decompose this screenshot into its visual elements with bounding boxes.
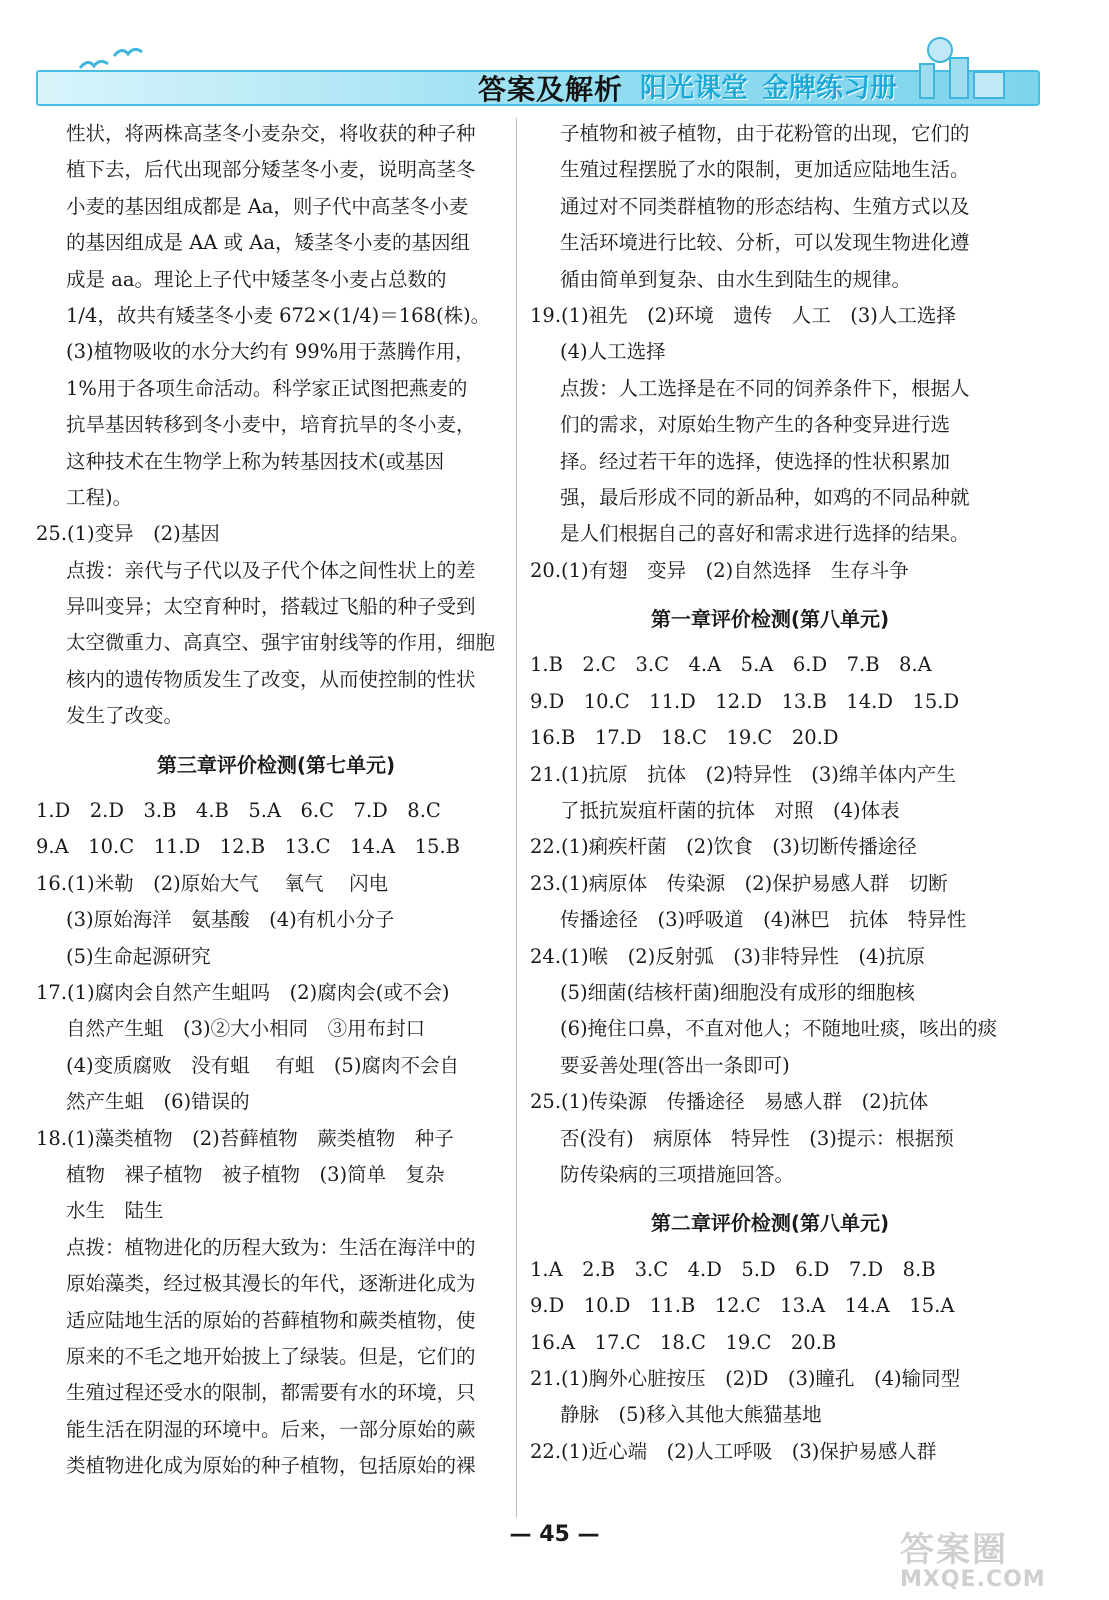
text-line: 20.(1)有翅 变异 (2)自然选择 生存斗争 (530, 558, 909, 582)
text-line: 成是 aa。理论上子代中矮茎冬小麦占总数的 (66, 267, 447, 291)
text-line: 异叫变异；太空育种时，搭载过飞船的种子受到 (66, 595, 476, 619)
text-line: 18.(1)藻类植物 (2)苔藓植物 蕨类植物 种子 (36, 1126, 454, 1150)
header-title: 答案及解析 (478, 73, 624, 106)
text-line: 点拨：植物进化的历程大致为：生活在海洋中的 (66, 1235, 476, 1259)
text-line: 能生活在阴湿的环境中。后来，一部分原始的蕨 (66, 1417, 476, 1441)
text-line: 发生了改变。 (66, 704, 184, 728)
header-brand-sub: 金牌练习册 (762, 73, 897, 104)
text-line: 22.(1)近心端 (2)人工呼吸 (3)保护易感人群 (530, 1439, 937, 1463)
text-line: 生殖过程还受水的限制，都需要有水的环境，只 (66, 1381, 476, 1405)
watermark-logo: 答案圈 (900, 1530, 1008, 1570)
text-line: 水生 陆生 (66, 1199, 164, 1223)
text-line: 择。经过若干年的选择，使选择的性状积累加 (560, 449, 951, 473)
text-line: 17.(1)腐肉会自然产生蛆吗 (2)腐肉会(或不会) (36, 981, 450, 1004)
text-line: 16.A 17.C 18.C 19.C 20.B (530, 1330, 837, 1354)
section-heading: 第二章评价检测(第八单元) (650, 1211, 890, 1236)
text-line: 植物 裸子植物 被子植物 (3)简单 复杂 (66, 1162, 445, 1186)
text-line: 子植物和被子植物，由于花粉管的出现，它们的 (560, 122, 970, 145)
text-line: 们的需求，对原始生物产生的各种变异进行选 (560, 413, 951, 437)
watermark (900, 1522, 1080, 1592)
page-number: — 45 — (509, 1522, 600, 1547)
text-line: 点拨：亲代与子代以及子代个体之间性状上的差 (66, 558, 476, 582)
text-line: 适应陆地生活的原始的苔藓植物和蕨类植物，使 (66, 1308, 476, 1332)
text-line: 核内的遗传物质发生了改变，从而使控制的性状 (66, 667, 476, 691)
text-line: 23.(1)病原体 传染源 (2)保护易感人群 切断 (530, 871, 948, 895)
text-line: 9.D 10.D 11.B 12.C 13.A 14.A 15.A (530, 1294, 955, 1318)
text-line: (5)生命起源研究 (66, 944, 211, 968)
text-line: 否(没有) 病原体 特异性 (3)提示：根据预 (560, 1126, 954, 1150)
text-line: 1.B 2.C 3.C 4.A 5.A 6.D 7.B 8.A (530, 653, 932, 677)
text-line: (4)变质腐败 没有蛆 有蛆 (5)腐肉不会自 (66, 1053, 459, 1077)
text-line: 循由简单到复杂、由水生到陆生的规律。 (560, 267, 912, 291)
text-line: 是人们根据自己的喜好和需求进行选择的结果。 (560, 522, 970, 546)
text-line: 21.(1)抗原 抗体 (2)特异性 (3)绵羊体内产生 (530, 762, 956, 786)
text-line: 然产生蛆 (6)错误的 (66, 1090, 250, 1114)
text-line: 抗旱基因转移到冬小麦中，培育抗旱的冬小麦， (66, 413, 476, 437)
watermark-url: MXQE.COM (900, 1567, 1046, 1592)
text-line: 静脉 (5)移入其他大熊猫基地 (560, 1403, 822, 1427)
text-line: 21.(1)胸外心脏按压 (2)D (3)瞳孔 (4)输同型 (530, 1366, 961, 1390)
text-line: (3)原始海洋 氨基酸 (4)有机小分子 (66, 908, 395, 932)
page-header (0, 0, 1109, 112)
section-heading: 第三章评价检测(第七单元) (156, 752, 396, 777)
text-line: 点拨：人工选择是在不同的饲养条件下，根据人 (560, 376, 970, 400)
text-line: 1/4，故共有矮茎冬小麦 672×(1/4)＝168(株)。 (66, 303, 491, 327)
text-line: 9.A 10.C 11.D 12.B 13.C 14.A 15.B (36, 835, 460, 859)
text-line: 25.(1)传染源 传播途径 易感人群 (2)抗体 (530, 1090, 929, 1114)
text-line: 防传染病的三项措施回答。 (560, 1162, 795, 1186)
text-line: 了抵抗炭疽杆菌的抗体 对照 (4)体表 (560, 799, 900, 823)
text-line: 1%用于各项生命活动。科学家正试图把燕麦的 (66, 376, 468, 400)
text-line: 太空微重力、高真空、强宇宙射线等的作用，细胞 (66, 631, 496, 655)
text-line: 要妥善处理(答出一条即可) (560, 1053, 790, 1077)
text-line: 25.(1)变异 (2)基因 (36, 522, 220, 546)
text-line: 19.(1)祖先 (2)环境 遗传 人工 (3)人工选择 (530, 303, 956, 327)
text-line: (3)植物吸收的水分大约有 99%用于蒸腾作用， (66, 340, 475, 364)
text-line: 这种技术在生物学上称为转基因技术(或基因 (66, 449, 445, 473)
text-line: 小麦的基因组成都是 Aa，则子代中高茎冬小麦 (66, 194, 469, 218)
text-line: 工程)。 (66, 485, 133, 509)
text-line: 1.A 2.B 3.C 4.D 5.D 6.D 7.D 8.B (530, 1257, 936, 1281)
lighthouse-icon (900, 28, 1020, 108)
right-column (530, 116, 1010, 1470)
text-line: 生活环境进行比较、分析，可以发现生物进化遵 (560, 231, 970, 255)
text-line: 强，最后形成不同的新品种，如鸡的不同品种就 (560, 485, 970, 509)
section-heading: 第一章评价检测(第八单元) (650, 607, 890, 632)
text-line: 植下去，后代出现部分矮茎冬小麦，说明高茎冬 (66, 158, 476, 182)
text-line: 性状，将两株高茎冬小麦杂交，将收获的种子种 (66, 122, 476, 145)
left-column (36, 116, 516, 1484)
text-line: 类植物进化成为原始的种子植物，包括原始的裸 (66, 1454, 476, 1478)
text-line: 生殖过程摆脱了水的限制，更加适应陆地生活。 (560, 158, 970, 182)
header-brand: 阳光课堂 (640, 73, 748, 104)
text-line: (5)细菌(结核杆菌)细胞没有成形的细胞核 (560, 981, 915, 1004)
text-line: 9.D 10.C 11.D 12.D 13.B 14.D 15.D (530, 689, 960, 713)
text-line: 的基因组成是 AA 或 Aa，矮茎冬小麦的基因组 (66, 231, 470, 255)
text-line: 原始藻类，经过极其漫长的年代，逐渐进化成为 (66, 1272, 476, 1296)
text-line: 通过对不同类群植物的形态结构、生殖方式以及 (560, 194, 970, 218)
text-line: 传播途径 (3)呼吸道 (4)淋巴 抗体 特异性 (560, 908, 967, 932)
text-line: 自然产生蛆 (3)②大小相同 ③用布封口 (66, 1017, 426, 1041)
column-divider (516, 118, 517, 1518)
text-line: (4)人工选择 (560, 340, 666, 364)
text-line: 1.D 2.D 3.B 4.B 5.A 6.C 7.D 8.C (36, 799, 441, 823)
text-line: 22.(1)痢疾杆菌 (2)饮食 (3)切断传播途径 (530, 835, 917, 859)
text-line: 16.B 17.D 18.C 19.C 20.D (530, 726, 839, 750)
text-line: 16.(1)米勒 (2)原始大气 氧气 闪电 (36, 871, 389, 895)
text-line: (6)掩住口鼻，不直对他人；不随地吐痰，咳出的痰 (560, 1017, 998, 1041)
text-line: 24.(1)喉 (2)反射弧 (3)非特异性 (4)抗原 (530, 944, 925, 968)
text-line: 原来的不毛之地开始披上了绿装。但是，它们的 (66, 1344, 476, 1368)
